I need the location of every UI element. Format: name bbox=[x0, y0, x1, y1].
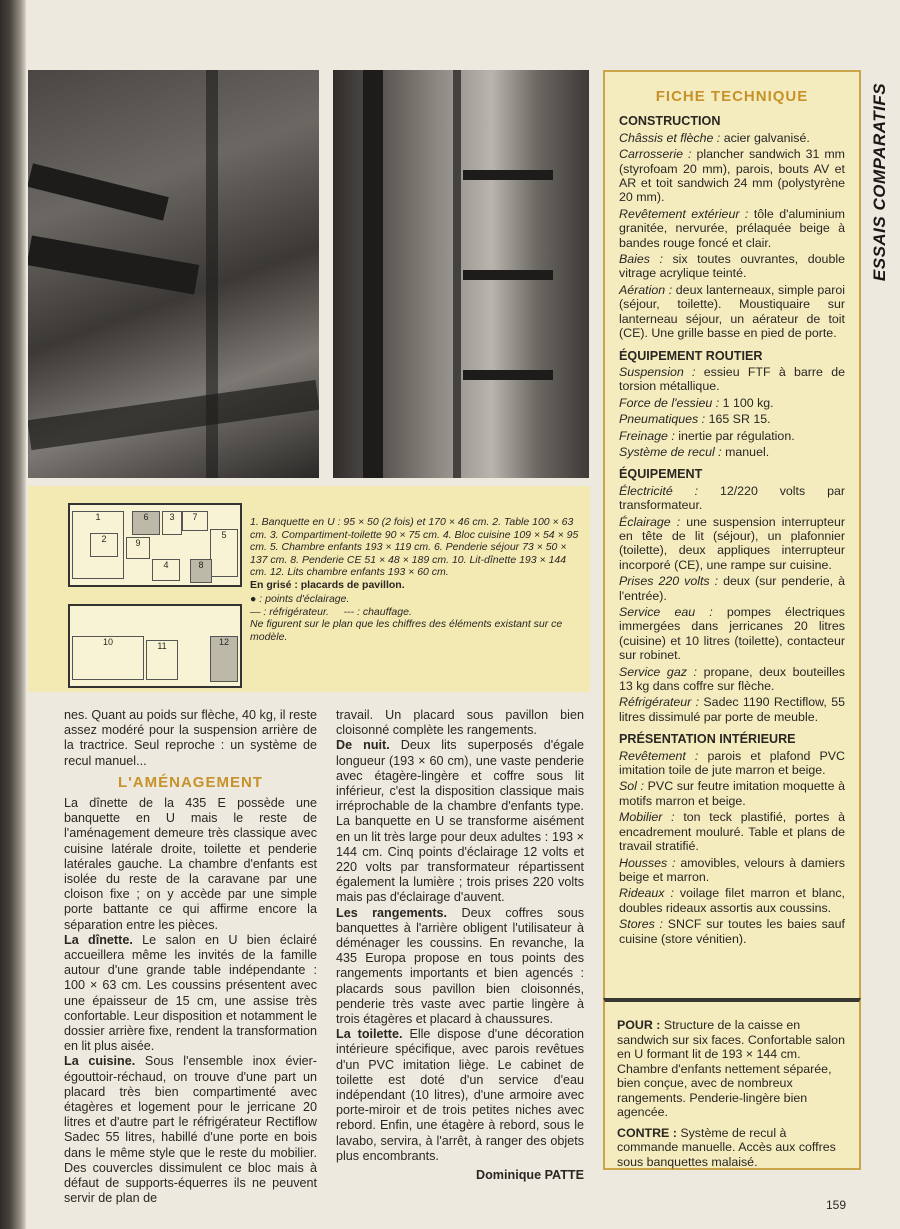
plan-cell: 1 bbox=[72, 511, 124, 579]
floor-plan-legend bbox=[250, 516, 580, 643]
interior-photo-penderie bbox=[333, 70, 589, 478]
contre-paragraph: CONTRE : Système de recul à commande manuelle. Accès aux coffres sous banquettes malaisé. bbox=[617, 1125, 836, 1169]
paragraph: nes. Quant au poids sur flèche, 40 kg, il reste assez modéré pour la suspension arrière de la tractrice. Seul reproche : un système de recul manuel... bbox=[64, 708, 317, 768]
fiche-item: Prises 220 volts : deux (sur penderie, à l'entrée). bbox=[619, 574, 845, 603]
pour-paragraph: POUR : Structure de la caisse en sandwich sur six faces. Confortable salon en U formant lit de 193 × 144 cm. Chambre d'enfants nettement séparée, bien conçue, avec de nombreux rangements. Penderie-lingère bien agencée. bbox=[617, 1018, 845, 1119]
fiche-item: Baies : six toutes ouvrantes, double vitrage acrylique teinté. bbox=[619, 252, 845, 281]
fiche-item: Freinage : inertie par régulation. bbox=[619, 428, 795, 443]
legend-grey: En grisé : placards de pavillon. bbox=[250, 578, 405, 591]
plan-cell: 5 bbox=[210, 529, 238, 577]
plan-cell: 3 bbox=[162, 511, 182, 535]
plan-cell: 9 bbox=[126, 537, 150, 559]
binding-gutter bbox=[0, 0, 26, 1229]
fiche-item: Revêtement : parois et plafond PVC imitation toile de jute marron et beige. bbox=[619, 748, 845, 778]
paragraph: De nuit. Deux lits superposés d'égale longueur (193 × 60 cm), une vaste penderie avec étagère-lingère et coffre sous lit inférieur, c'est la disposition classique mais irréprochable de la chambre d'enfants type. La banquette en U se transforme aisément en un lit très large pour deux adultes : 193 × 144 cm. Cinq points d'éclairage 12 volts et 220 volts par transformateur répartissent également la lumière ; trois prises 220 volts mais pas d'éclairage d'auvent. bbox=[336, 738, 584, 905]
plan-cell: 12 bbox=[210, 636, 238, 682]
fiche-item: Suspension : essieu FTF à barre de torsion métallique. bbox=[619, 364, 845, 394]
paragraph: La dînette de la 435 E possède une banquette en U mais le reste de l'aménagement demeure très classique avec cuisine latérale droite, toilette et penderie latérales gauche. La chambre d'enfants est isolée du reste de la caravane par une cloison fixe ; on y accède par une simple porte battante ce qui affirme encore la séparation entre les pièces. bbox=[64, 796, 317, 932]
pour-contre-box bbox=[603, 998, 861, 1170]
plan-cell: 7 bbox=[182, 511, 208, 531]
plan-cell: 6 bbox=[132, 511, 160, 535]
interior-photo-salon bbox=[28, 70, 319, 478]
fiche-item: Réfrigérateur : Sadec 1190 Rectiflow, 55 litres dissimulé par porte de meuble. bbox=[619, 695, 845, 724]
fiche-item: Force de l'essieu : 1 100 kg. bbox=[619, 395, 774, 410]
fiche-item: Stores : SNCF sur toutes les baies sauf cuisine (store vénitien). bbox=[619, 917, 846, 946]
fiche-item: Pneumatiques : 165 SR 15. bbox=[619, 412, 771, 427]
legend-dimensions: 1. Banquette en U : 95 × 50 (2 fois) et 170 × 46 cm. 2. Table 100 × 63 cm. 3. Compartiment-toilette 90 × 75 cm. 4. Bloc cuisine 109 × 54 × 95 cm. 5. Chambre enfants 193 × 119 cm. 6. Penderie séjour 73 × 50 × 137 cm. 8. Penderie CE 51 × 48 × 189 cm. 10. Lit-dînette 193 × 144 cm. 12. Lits chambre enfants 193 × 60 cm. bbox=[250, 516, 579, 578]
fiche-technique bbox=[603, 70, 861, 1000]
section-side-label: ESSAIS COMPARATIFS bbox=[870, 82, 889, 282]
fiche-item: Rideaux : voilage filet marron et blanc, doubles rideaux assortis aux coussins. bbox=[619, 886, 845, 915]
plan-cell: 2 bbox=[90, 533, 118, 557]
plan-cell: 8 bbox=[190, 559, 212, 583]
floor-plan-night bbox=[68, 604, 242, 688]
fiche-section-heading: ÉQUIPEMENT bbox=[619, 467, 703, 482]
author-signature: Dominique PATTE bbox=[476, 1168, 584, 1183]
fiche-item: Revêtement extérieur : tôle d'aluminium granitée, nervurée, prélaquée beige à bandes rouge foncé et clair. bbox=[619, 206, 845, 250]
article-column-1 bbox=[64, 708, 317, 1207]
paragraph: La dînette. Le salon en U bien éclairé accueillera même les invités de la famille autour d'une grande table indépendante : 100 × 63 cm. Les coussins présentent avec une épaisseur de 15 cm, une assise très confortable. Leur disposition et notamment le dossier arrière fixe, rendent la transformation en lit plus aisée. bbox=[64, 932, 318, 1054]
fiche-section-heading: PRÉSENTATION INTÉRIEURE bbox=[619, 732, 796, 747]
paragraph: travail. Un placard sous pavillon bien cloisonné complète les rangements. bbox=[336, 708, 584, 738]
plan-cell: 11 bbox=[146, 640, 178, 680]
plan-cell: 4 bbox=[152, 559, 180, 581]
legend-points: ● : points d'éclairage. bbox=[250, 593, 350, 605]
fiche-item: Service eau : pompes électriques immergées dans jerricanes 20 litres (cuisine) et 10 litres (toilette), contacteur sur robinet. bbox=[619, 605, 845, 663]
fiche-item: Carrosserie : plancher sandwich 31 mm (styrofoam 20 mm), parois, bouts AV et AR et toit sandwich 24 mm (polystyrène 20 mm). bbox=[619, 147, 845, 205]
section-title: L'AMÉNAGEMENT bbox=[118, 773, 263, 791]
page-number: 159 bbox=[826, 1198, 847, 1212]
fiche-item: Châssis et flèche : acier galvanisé. bbox=[619, 130, 810, 145]
fiche-item: Service gaz : propane, deux bouteilles 13 kg dans coffre sur flèche. bbox=[619, 664, 845, 694]
fiche-title: FICHE TECHNIQUE bbox=[655, 88, 809, 105]
fiche-item: Électricité : 12/220 volts par transformateur. bbox=[619, 483, 845, 513]
fiche-section-heading: CONSTRUCTION bbox=[619, 114, 721, 129]
paragraph: La cuisine. Sous l'ensemble inox évier-égouttoir-réchaud, on trouve d'une part un placard très bien compartimenté avec étagères et logement pour le jerricane 20 litres et d'autre part le réfrigérateur Rectiflow Sadec 55 litres, habillé d'une porte en bois dans le même style que le reste du mobilier. Des couvercles dissimulent ce bloc mais à défaut de supports-équerres ils ne peuvent servir de plan de bbox=[64, 1054, 318, 1206]
legend-fridge-heating: — : réfrigérateur. --- : chauffage. bbox=[250, 605, 412, 618]
paragraph: La toilette. Elle dispose d'une décoration intérieure spécifique, avec parois revêtues d'un PVC imitation liège. Le cabinet de toilette est doté d'un service d'eau indépendant (10 litres), d'une armoire avec porte-miroir et de trois petites niches avec rebord. Enfin, une étagère à rebord, sous le lavabo, servira, à l'arrêt, à ranger des objets plus encombrants. bbox=[336, 1027, 584, 1163]
fiche-item: Housses : amovibles, velours à damiers beige et marron. bbox=[619, 855, 845, 884]
plan-cell: 10 bbox=[72, 636, 144, 680]
floor-plan-day bbox=[68, 503, 242, 587]
legend-note: Ne figurent sur le plan que les chiffres des éléments existant sur ce modèle. bbox=[250, 618, 563, 643]
fiche-item: Mobilier : ton teck plastifié, portes à encadrement mouluré. Table et plans de travail stratifié. bbox=[619, 810, 845, 854]
fiche-item: Sol : PVC sur feutre imitation moquette à motifs marron et beige. bbox=[619, 779, 845, 808]
fiche-item: Éclairage : une suspension interrupteur en tête de lit (séjour), un plafonnier (toilette), deux appliques interrupteur incorporé (CE), une rampe sur cuisine. bbox=[619, 514, 845, 572]
article-column-2 bbox=[336, 708, 584, 1183]
fiche-item: Aération : deux lanterneaux, simple paroi (séjour, toilette). Moustiquaire sur lanterneau séjour, un aérateur de toit (CE). Une grille basse en pied de porte. bbox=[619, 282, 845, 341]
paragraph: Les rangements. Deux coffres sous banquettes à l'arrière obligent l'utilisateur à déménager les coussins. En revanche, la 435 Europa propose en tous points des rangements importants et bien agencés : placards sous pavillon bien cloisonnés, penderie très vaste avec partie lingère à trois étagères et placard à chaussures. bbox=[336, 905, 584, 1027]
fiche-item: Système de recul : manuel. bbox=[619, 444, 770, 459]
fiche-section-heading: ÉQUIPEMENT ROUTIER bbox=[619, 348, 763, 363]
